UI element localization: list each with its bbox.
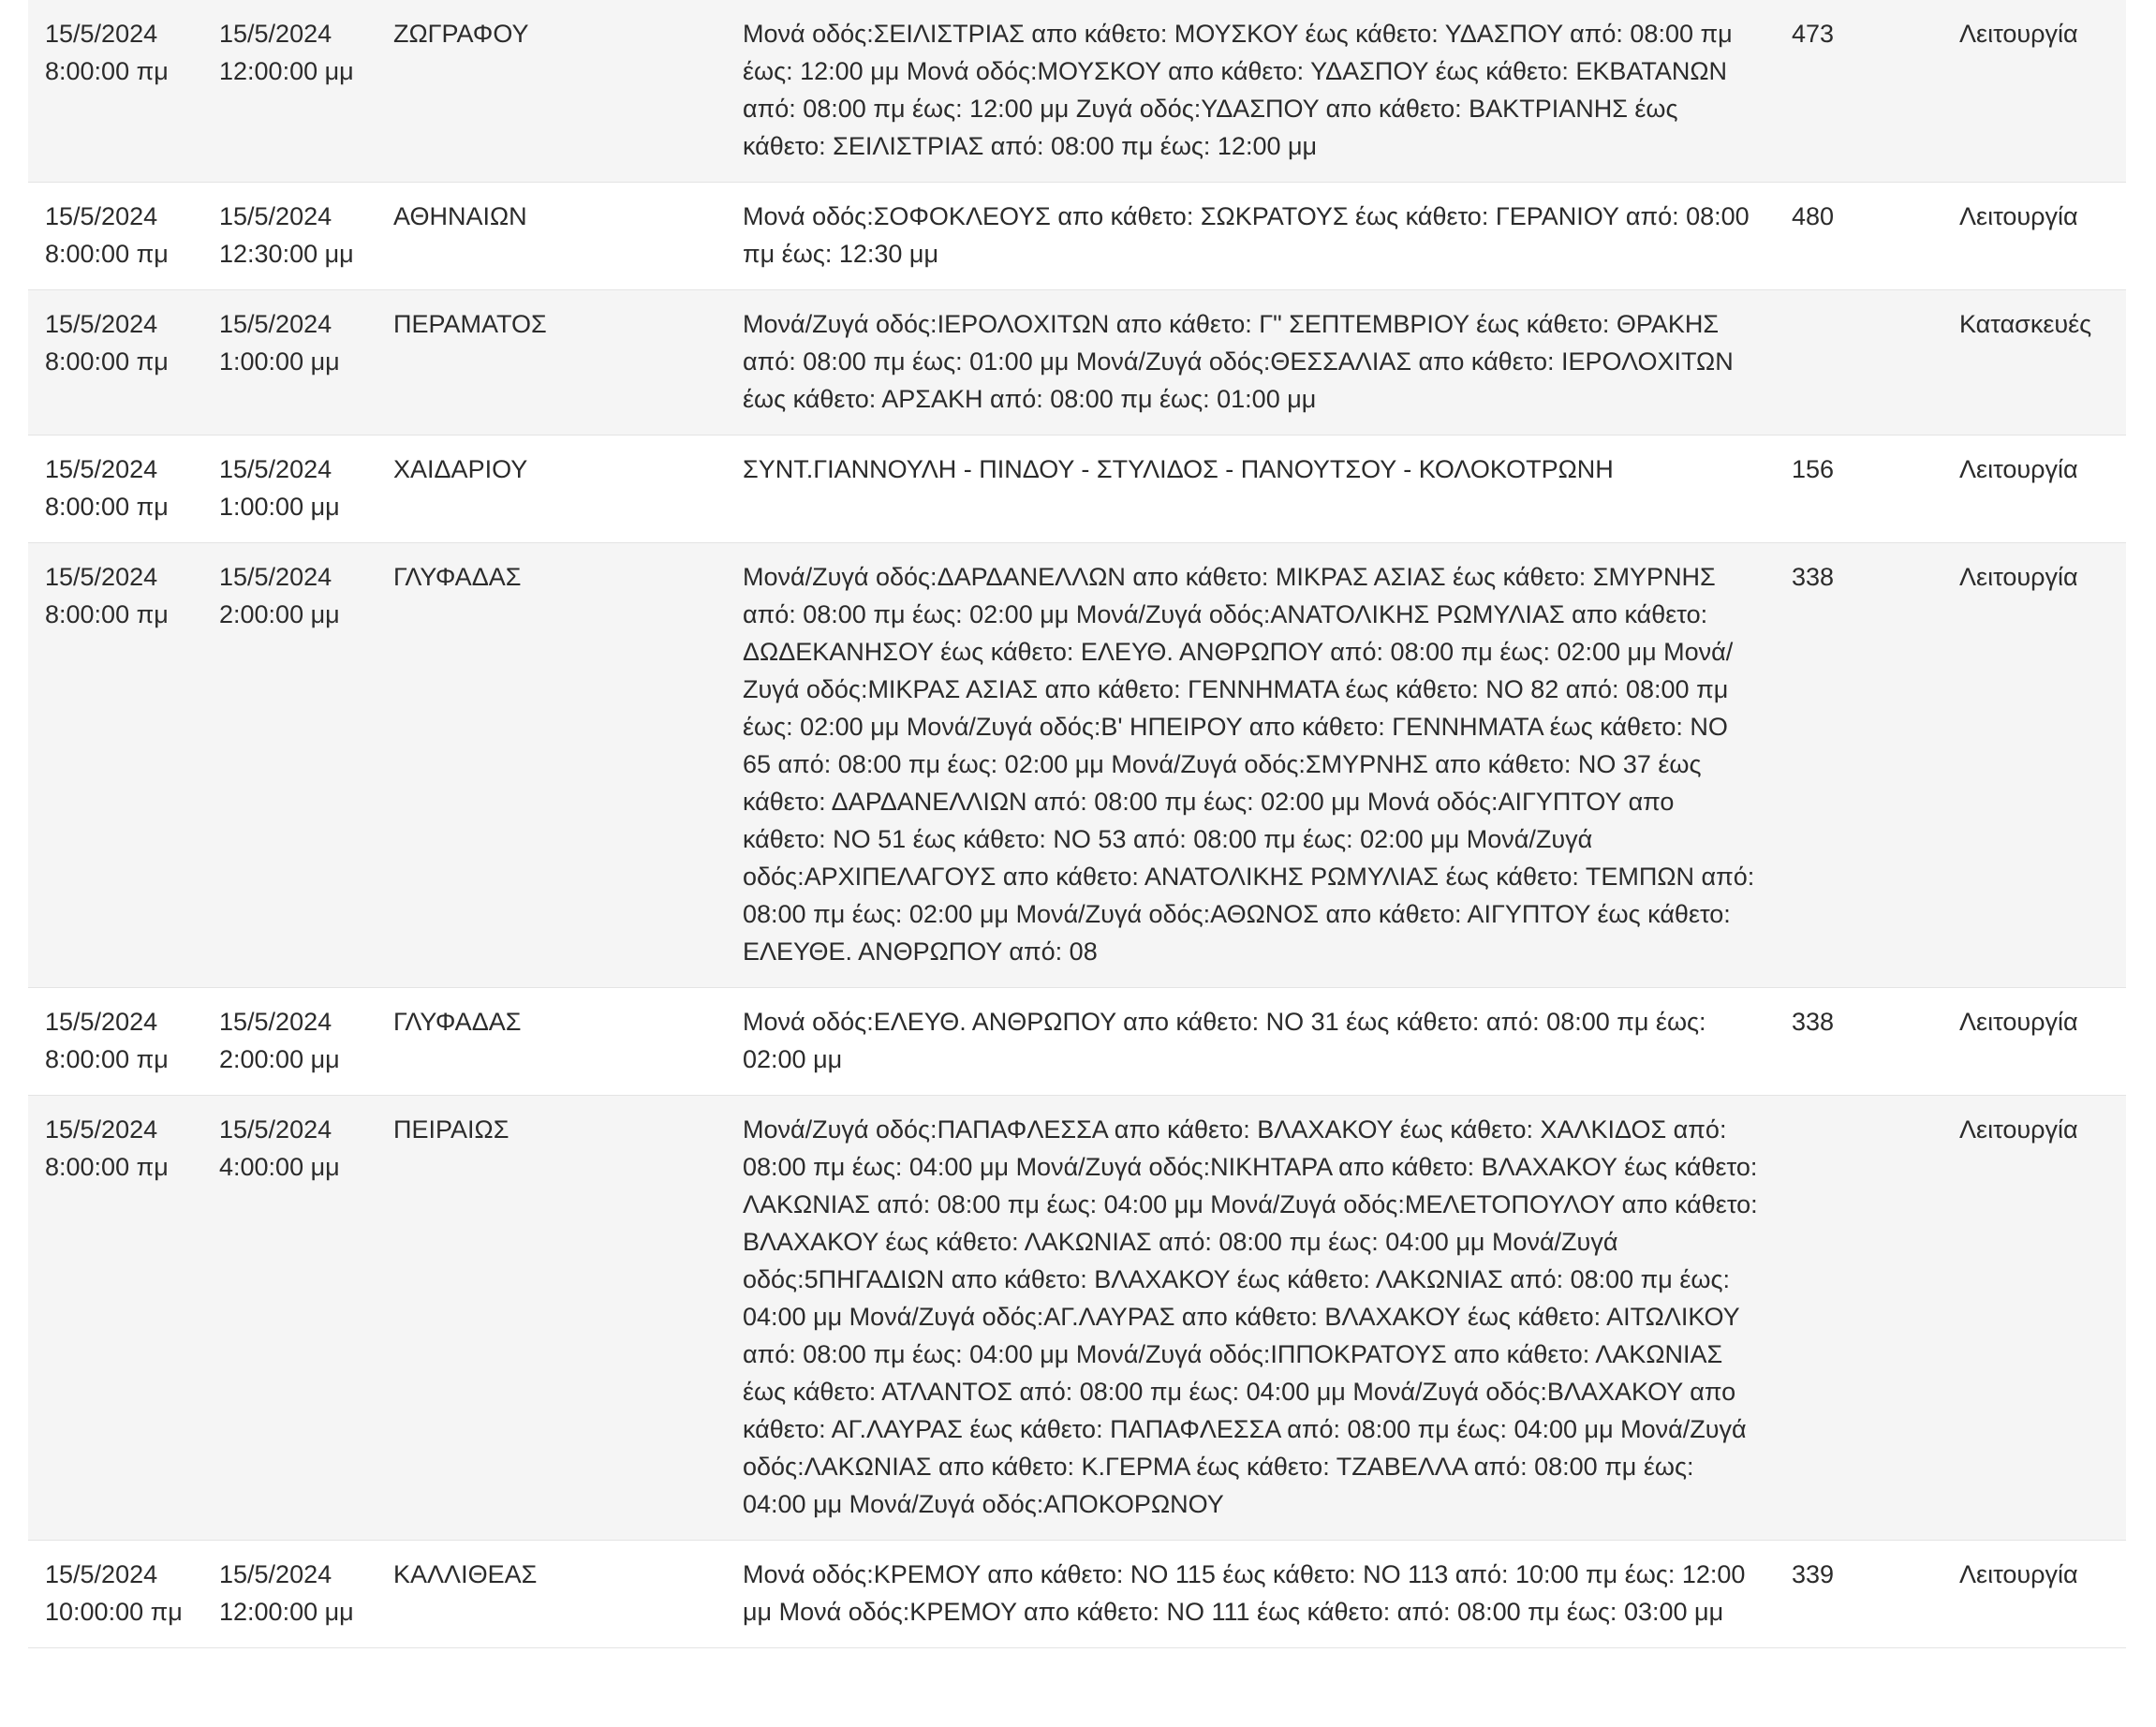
start-datetime-cell: 15/5/2024 8:00:00 πμ [45,455,169,521]
end-datetime-cell: 15/5/2024 12:00:00 μμ [219,20,354,85]
line-number-cell [1775,290,1950,435]
end-datetime-cell: 15/5/2024 1:00:00 μμ [219,455,340,521]
start-datetime-cell: 15/5/2024 8:00:00 πμ [45,1115,169,1181]
municipality-cell: ΓΛΥΦΑΔΑΣ [393,1008,522,1036]
end-datetime-cell: 15/5/2024 12:30:00 μμ [219,202,354,268]
line-number-cell: 480 [1792,202,1835,230]
end-datetime-cell: 15/5/2024 2:00:00 μμ [219,1008,340,1073]
municipality-cell: ΧΑΙΔΑΡΙΟΥ [393,455,528,483]
table-row [28,988,2126,1096]
outage-type-cell: Λειτουργία [1959,563,2078,591]
affected-streets-cell: Μονά/Ζυγά οδός:ΠΑΠΑΦΛΕΣΣΑ απο κάθετο: ΒΛΑΧΑΚΟΥ έως κάθετο: ΧΑΛΚΙΔΟΣ από: 08:00 πμ έως: 04:00 μμ Μονά/Ζυγά οδός:ΝΙΚΗΤΑΡΑ απο κάθετο: ΒΛΑΧΑΚΟΥ έως κάθετο: ΛΑΚΩΝΙΑΣ από: 08:00 πμ έως: 04:00 μμ Μονά/Ζυγά οδός:ΜΕΛΕΤΟΠΟΥΛΟΥ απο κάθετο: ΒΛΑΧΑΚΟΥ έως κάθετο: ΛΑΚΩΝΙΑΣ από: 08:00 πμ έως: 04:00 μμ Μονά/Ζυγά οδός:5ΠΗΓΑΔΙΩΝ απο κάθετο: ΒΛΑΧΑΚΟΥ έως κάθετο: ΛΑΚΩΝΙΑΣ από: 08:00 πμ έως: 04:00 μμ Μονά/Ζυγά οδός:ΑΓ.ΛΑΥΡΑΣ απο κάθετο: ΒΛΑΧΑΚΟΥ έως κάθετο: ΑΙΤΩΛΙΚΟΥ από: 08:00 πμ έως: 04:00 μμ Μονά/Ζυγά οδός:ΙΠΠΟΚΡΑΤΟΥΣ απο κάθετο: ΛΑΚΩΝΙΑΣ έως κάθετο: ΑΤΛΑΝΤΟΣ από: 08:00 πμ έως: 04:00 μμ Μονά/Ζυγά οδός:ΒΛΑΧΑΚΟΥ απο κάθετο: ΑΓ.ΛΑΥΡΑΣ έως κάθετο: ΠΑΠΑΦΛΕΣΣΑ από: 08:00 πμ έως: 04:00 μμ Μονά/Ζυγά οδός:ΛΑΚΩΝΙΑΣ απο κάθετο: Κ.ΓΕΡΜΑ έως κάθετο: ΤΖΑΒΕΛΛΑ από: 08:00 πμ έως: 04:00 μμ Μονά/Ζυγά οδός:ΑΠΟΚΟΡΩΝΟΥ [743,1115,1758,1518]
table-row [28,1096,2126,1541]
table-row [28,1541,2126,1648]
line-number-cell [1775,1096,1950,1541]
affected-streets-cell: Μονά/Ζυγά οδός:ΔΑΡΔΑΝΕΛΛΩΝ απο κάθετο: ΜΙΚΡΑΣ ΑΣΙΑΣ έως κάθετο: ΣΜΥΡΝΗΣ από: 08:00 πμ έως: 02:00 μμ Μονά/Ζυγά οδός:ΑΝΑΤΟΛΙΚΗΣ ΡΩΜΥΛΙΑΣ απο κάθετο: ΔΩΔΕΚΑΝΗΣΟΥ έως κάθετο: ΕΛΕΥΘ. ΑΝΘΡΩΠΟΥ από: 08:00 πμ έως: 02:00 μμ Μονά/Ζυγά οδός:ΜΙΚΡΑΣ ΑΣΙΑΣ απο κάθετο: ΓΕΝΝΗΜΑΤΑ έως κάθετο: ΝΟ 82 από: 08:00 πμ έως: 02:00 μμ Μονά/Ζυγά οδός:Β' ΗΠΕΙΡΟΥ απο κάθετο: ΓΕΝΝΗΜΑΤΑ έως κάθετο: ΝΟ 65 από: 08:00 πμ έως: 02:00 μμ Μονά/Ζυγά οδός:ΣΜΥΡΝΗΣ απο κάθετο: ΝΟ 37 έως κάθετο: ΔΑΡΔΑΝΕΛΛΙΩΝ από: 08:00 πμ έως: 02:00 μμ Μονά οδός:ΑΙΓΥΠΤΟΥ απο κάθετο: ΝΟ 51 έως κάθετο: ΝΟ 53 από: 08:00 πμ έως: 02:00 μμ Μονά/Ζυγά οδός:ΑΡΧΙΠΕΛΑΓΟΥΣ απο κάθετο: ΑΝΑΤΟΛΙΚΗΣ ΡΩΜΥΛΙΑΣ έως κάθετο: ΤΕΜΠΩΝ από: 08:00 πμ έως: 02:00 μμ Μονά/Ζυγά οδός:ΑΘΩΝΟΣ απο κάθετο: ΑΙΓΥΠΤΟΥ έως κάθετο: ΕΛΕΥΘΕ. ΑΝΘΡΩΠΟΥ από: 08 [743,563,1755,966]
line-number-cell: 339 [1792,1560,1835,1588]
table-row [28,435,2126,543]
line-number-cell: 338 [1792,563,1835,591]
end-datetime-cell: 15/5/2024 12:00:00 μμ [219,1560,354,1626]
municipality-cell: ΠΕΙΡΑΙΩΣ [393,1115,509,1144]
outage-table [28,0,2126,1648]
end-datetime-cell: 15/5/2024 4:00:00 μμ [219,1115,340,1181]
outage-table-body [28,0,2126,1648]
affected-streets-cell: Μονά/Ζυγά οδός:ΙΕΡΟΛΟΧΙΤΩΝ απο κάθετο: Γ" ΣΕΠΤΕΜΒΡΙΟΥ έως κάθετο: ΘΡΑΚΗΣ από: 08:00 πμ έως: 01:00 μμ Μονά/Ζυγά οδός:ΘΕΣΣΑΛΙΑΣ απο κάθετο: ΙΕΡΟΛΟΧΙΤΩΝ έως κάθετο: ΑΡΣΑΚΗ από: 08:00 πμ έως: 01:00 μμ [743,310,1734,413]
start-datetime-cell: 15/5/2024 8:00:00 πμ [45,202,169,268]
start-datetime-cell: 15/5/2024 8:00:00 πμ [45,1008,169,1073]
outage-table-container [28,0,2126,1648]
end-datetime-cell: 15/5/2024 1:00:00 μμ [219,310,340,376]
start-datetime-cell: 15/5/2024 10:00:00 πμ [45,1560,183,1626]
outage-type-cell: Κατασκευές [1959,310,2092,338]
outage-type-cell: Λειτουργία [1959,20,2078,48]
affected-streets-cell: Μονά οδός:ΣΟΦΟΚΛΕΟΥΣ απο κάθετο: ΣΩΚΡΑΤΟΥΣ έως κάθετο: ΓΕΡΑΝΙΟΥ από: 08:00 πμ έως: 12:30 μμ [743,202,1750,268]
outage-type-cell: Λειτουργία [1959,1115,2078,1144]
municipality-cell: ΑΘΗΝΑΙΩΝ [393,202,527,230]
affected-streets-cell: ΣΥΝΤ.ΓΙΑΝΝΟΥΛΗ - ΠΙΝΔΟΥ - ΣΤΥΛΙΔΟΣ - ΠΑΝΟΥΤΣΟΥ - ΚΟΛΟΚΟΤΡΩΝΗ [743,455,1614,483]
start-datetime-cell: 15/5/2024 8:00:00 πμ [45,20,169,85]
outage-type-cell: Λειτουργία [1959,1008,2078,1036]
start-datetime-cell: 15/5/2024 8:00:00 πμ [45,563,169,628]
affected-streets-cell: Μονά οδός:ΚΡΕΜΟΥ απο κάθετο: ΝΟ 115 έως κάθετο: ΝΟ 113 από: 10:00 πμ έως: 12:00 μμ Μονά οδός:ΚΡΕΜΟΥ απο κάθετο: ΝΟ 111 έως κάθετο: από: 08:00 πμ έως: 03:00 μμ [743,1560,1746,1626]
start-datetime-cell: 15/5/2024 8:00:00 πμ [45,310,169,376]
municipality-cell: ΚΑΛΛΙΘΕΑΣ [393,1560,538,1588]
municipality-cell: ΓΛΥΦΑΔΑΣ [393,563,522,591]
outage-type-cell: Λειτουργία [1959,455,2078,483]
line-number-cell: 338 [1792,1008,1835,1036]
municipality-cell: ΠΕΡΑΜΑΤΟΣ [393,310,547,338]
affected-streets-cell: Μονά οδός:ΣΕΙΛΙΣΤΡΙΑΣ απο κάθετο: ΜΟΥΣΚΟΥ έως κάθετο: ΥΔΑΣΠΟΥ από: 08:00 πμ έως: 12:00 μμ Μονά οδός:ΜΟΥΣΚΟΥ απο κάθετο: ΥΔΑΣΠΟΥ έως κάθετο: ΕΚΒΑΤΑΝΩΝ από: 08:00 πμ έως: 12:00 μμ Ζυγά οδός:ΥΔΑΣΠΟΥ απο κάθετο: ΒΑΚΤΡΙΑΝΗΣ έως κάθετο: ΣΕΙΛΙΣΤΡΙΑΣ από: 08:00 πμ έως: 12:00 μμ [743,20,1733,160]
affected-streets-cell: Μονά οδός:ΕΛΕΥΘ. ΑΝΘΡΩΠΟΥ απο κάθετο: ΝΟ 31 έως κάθετο: από: 08:00 πμ έως: 02:00 μμ [743,1008,1706,1073]
table-row [28,0,2126,183]
line-number-cell: 156 [1792,455,1835,483]
end-datetime-cell: 15/5/2024 2:00:00 μμ [219,563,340,628]
outage-type-cell: Λειτουργία [1959,202,2078,230]
table-row [28,290,2126,435]
outage-type-cell: Λειτουργία [1959,1560,2078,1588]
line-number-cell: 473 [1792,20,1835,48]
table-row [28,183,2126,290]
table-row [28,543,2126,988]
municipality-cell: ΖΩΓΡΑΦΟΥ [393,20,529,48]
